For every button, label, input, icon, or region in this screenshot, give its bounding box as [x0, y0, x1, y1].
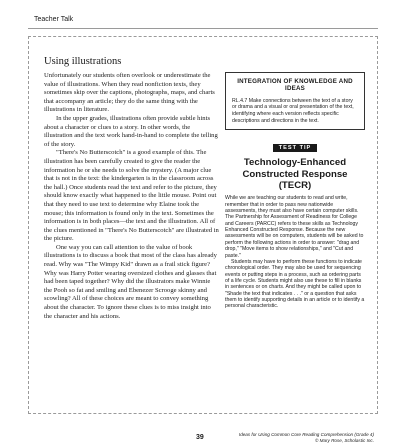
standards-box-text: RL.4.7 Make connections between the text of a story or drama and a visual or oral presentation of the text, identifying where each version reflects specific descriptions and directions in the text. — [232, 97, 354, 124]
test-tip-badge: TEST TIP — [273, 144, 318, 152]
footer-line: Ideas for Using Common Core Reading Comprehension (Grade 4) — [238, 432, 374, 437]
footer-credit — [239, 432, 374, 443]
main-article — [44, 56, 219, 321]
article-paragraph: Unfortunately our students often overlook or underestimate the value of illustrations. When they read nonfiction texts, they sometimes skip over the captions, photographs, maps, and charts that accompany an article; they do the same thing with the illustrations in literature. — [44, 72, 215, 114]
section-title: Using illustrations — [44, 56, 122, 67]
test-tip-paragraph: While we are teaching our students to read and write, remember that in order to pass new nationwide assessments, they must also have certain computer skills. The Partnership for Assessment of Readiness for College and Careers (PARCC) refers to these skills as Technology Enhanced Constructed Response. Because the new assessments will be on computers, students will be asked to perform the following actions in order to answer: "drag and drop," "Move items to show relationships," and "Cut and paste." — [225, 195, 364, 259]
footer-line: © Mary Rose, Scholastic Inc. — [314, 437, 374, 443]
header-title: Teacher Talk — [34, 16, 74, 23]
test-tip-paragraph: Students may have to perform these functions to indicate chronological order. They may also be used for sequencing events or putting steps in a process, such as ordering parts of a life cycle. Students might also use these to fill in blanks in sentences or on charts. And they might be called upon to "Shade the text that indicates . . ." or a question that asks them to identify supporting details in an article or to identify a personal characteristic. — [225, 258, 365, 310]
running-header — [28, 10, 378, 29]
article-paragraph: One way you can call attention to the value of book illustrations is to discuss a book that most of the class has already read. Why was "The Wimpy Kid" drawn as a frail stick figure? Why was Harry Potter wearing oversized clothes and glasses that had been taped together? Why did the illustrators make Winnie the Pooh so fat and smiling and Ebenezer Scrooge skinny and scowling? All of these choices are meant to convey something about the character. To ignore these clues is to miss insight into the character and his actions. — [44, 243, 217, 320]
test-tip — [225, 136, 365, 191]
article-paragraph: "There's No Butterscotch" is a good example of this. The illustration has been carefully created to give the reader the information he or she needs to solve the mystery. (A major clue that is not in the text: the kindergarten is in the classroom across the hall.) Once students read the text and refer to the picture, they should know exactly what happened to the little mouse. Point out that they need to use text to determine why Elaine took the mouse; this information is found only in the text. Sometimes the information is in both places—the text and the illustration. All of the clues mentioned in "There's No Butterscotch" are illustrated in the picture. — [44, 149, 219, 243]
sidebar — [225, 72, 365, 310]
test-tip-title: Technology-Enhanced Constructed Response (TECR) — [242, 157, 348, 191]
page-number: 39 — [196, 434, 204, 441]
standards-box-title: INTEGRATION OF KNOWLEDGE AND IDEAS — [237, 78, 353, 93]
article-paragraph: In the upper grades, illustrations often provide subtle hints about a character or clues to a story. In other words, the illustration and the text work hand-in-hand to complete the telling of the story. — [44, 114, 218, 148]
standards-box — [225, 72, 365, 130]
